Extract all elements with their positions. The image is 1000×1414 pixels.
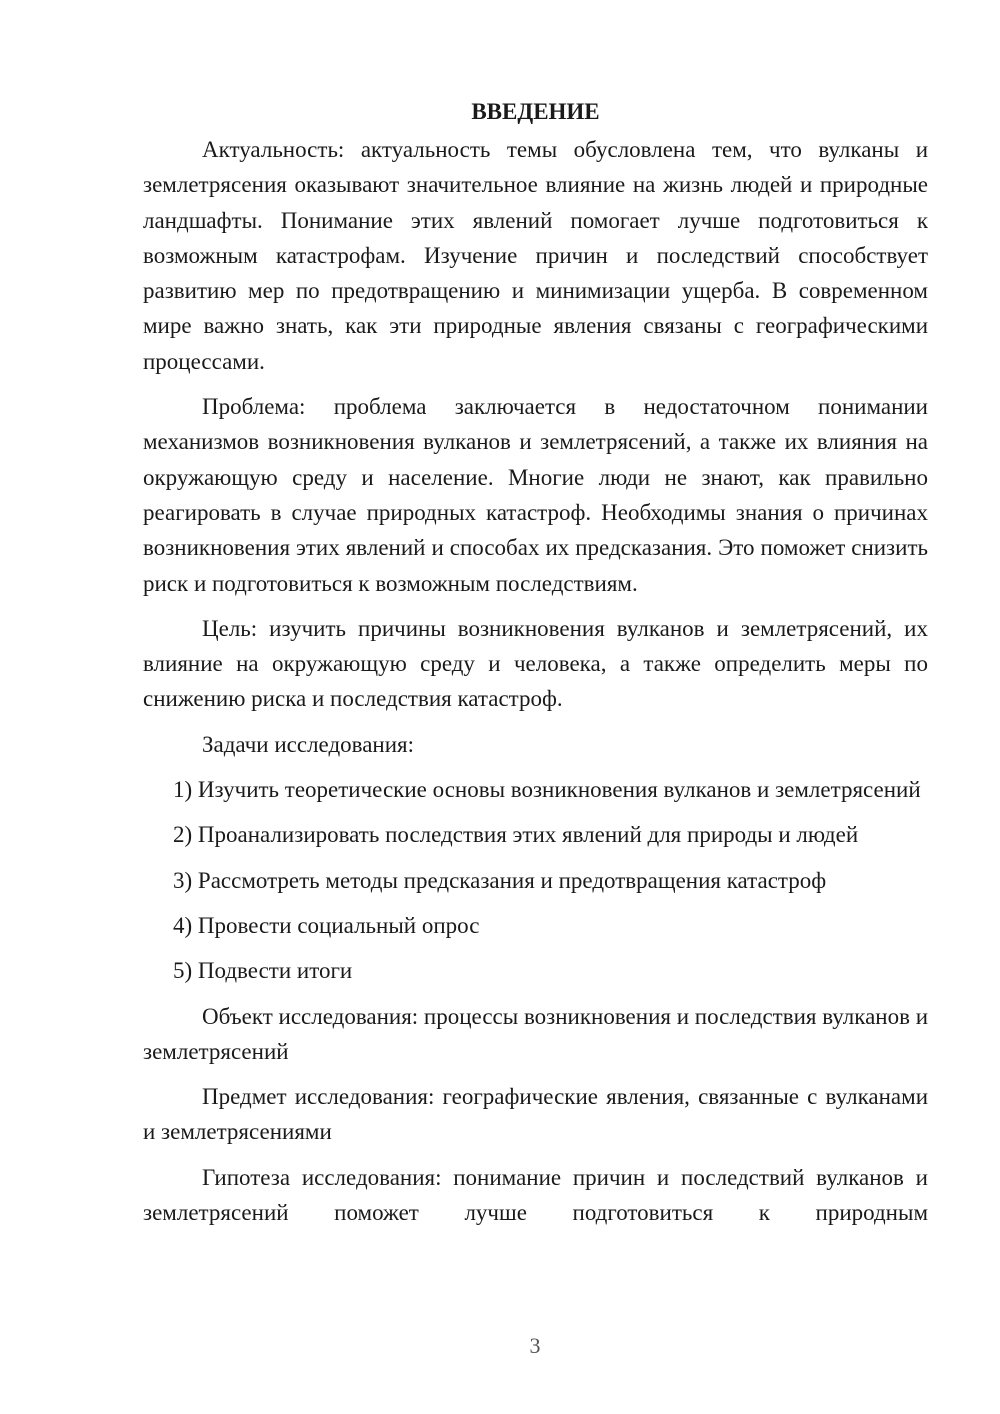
tasks-heading: Задачи исследования: xyxy=(202,731,415,757)
task-item-3: 3) Рассмотреть методы предсказания и предотвращения катастроф xyxy=(173,867,827,893)
page-number: 3 xyxy=(529,1333,541,1358)
section-title: ВВЕДЕНИЕ xyxy=(471,99,600,124)
hypothesis-paragraph: Гипотеза исследования: понимание причин и последствий вулканов и землетрясений поможет лучше подготовиться к природным xyxy=(143,1164,928,1226)
problem-paragraph: Проблема: проблема заключается в недостаточном понимании механизмов возникновения вулканов и землетрясений, а также их влияния на окружающую среду и население. Многие люди не знают, как правильно реагировать в случае природных катастроф. Необходимы знания о причинах возникновения этих явлений и способах их предсказания. Это поможет снизить риск и подготовиться к возможным последствиям. xyxy=(143,394,928,596)
task-item-2: 2) Проанализировать последствия этих явлений для природы и людей xyxy=(173,822,859,848)
relevance-paragraph: Актуальность: актуальность темы обусловлена тем, что вулканы и землетрясения оказывают значительное влияние на жизнь людей и природные ландшафты. Понимание этих явлений помогает лучше подготовиться к возможным катастрофам. Изучение причин и последствий способствует развитию мер по предотвращению и минимизации ущерба. В современном мире важно знать, как эти природные явления связаны с географическими процессами. xyxy=(143,137,928,374)
task-item-4: 4) Провести социальный опрос xyxy=(173,912,480,938)
subject-paragraph: Предмет исследования: географические явления, связанные с вулканами и землетрясениями xyxy=(143,1084,928,1145)
goal-paragraph: Цель: изучить причины возникновения вулканов и землетрясений, их влияние на окружающую среду и человека, а также определить меры по снижению риска и последствия катастроф. xyxy=(143,615,928,712)
document-body xyxy=(143,94,928,1240)
object-paragraph: Объект исследования: процессы возникновения и последствия вулканов и землетрясений xyxy=(143,1003,929,1064)
task-item-1: 1) Изучить теоретические основы возникновения вулканов и землетрясений xyxy=(173,777,921,803)
task-item-5: 5) Подвести итоги xyxy=(173,958,353,984)
